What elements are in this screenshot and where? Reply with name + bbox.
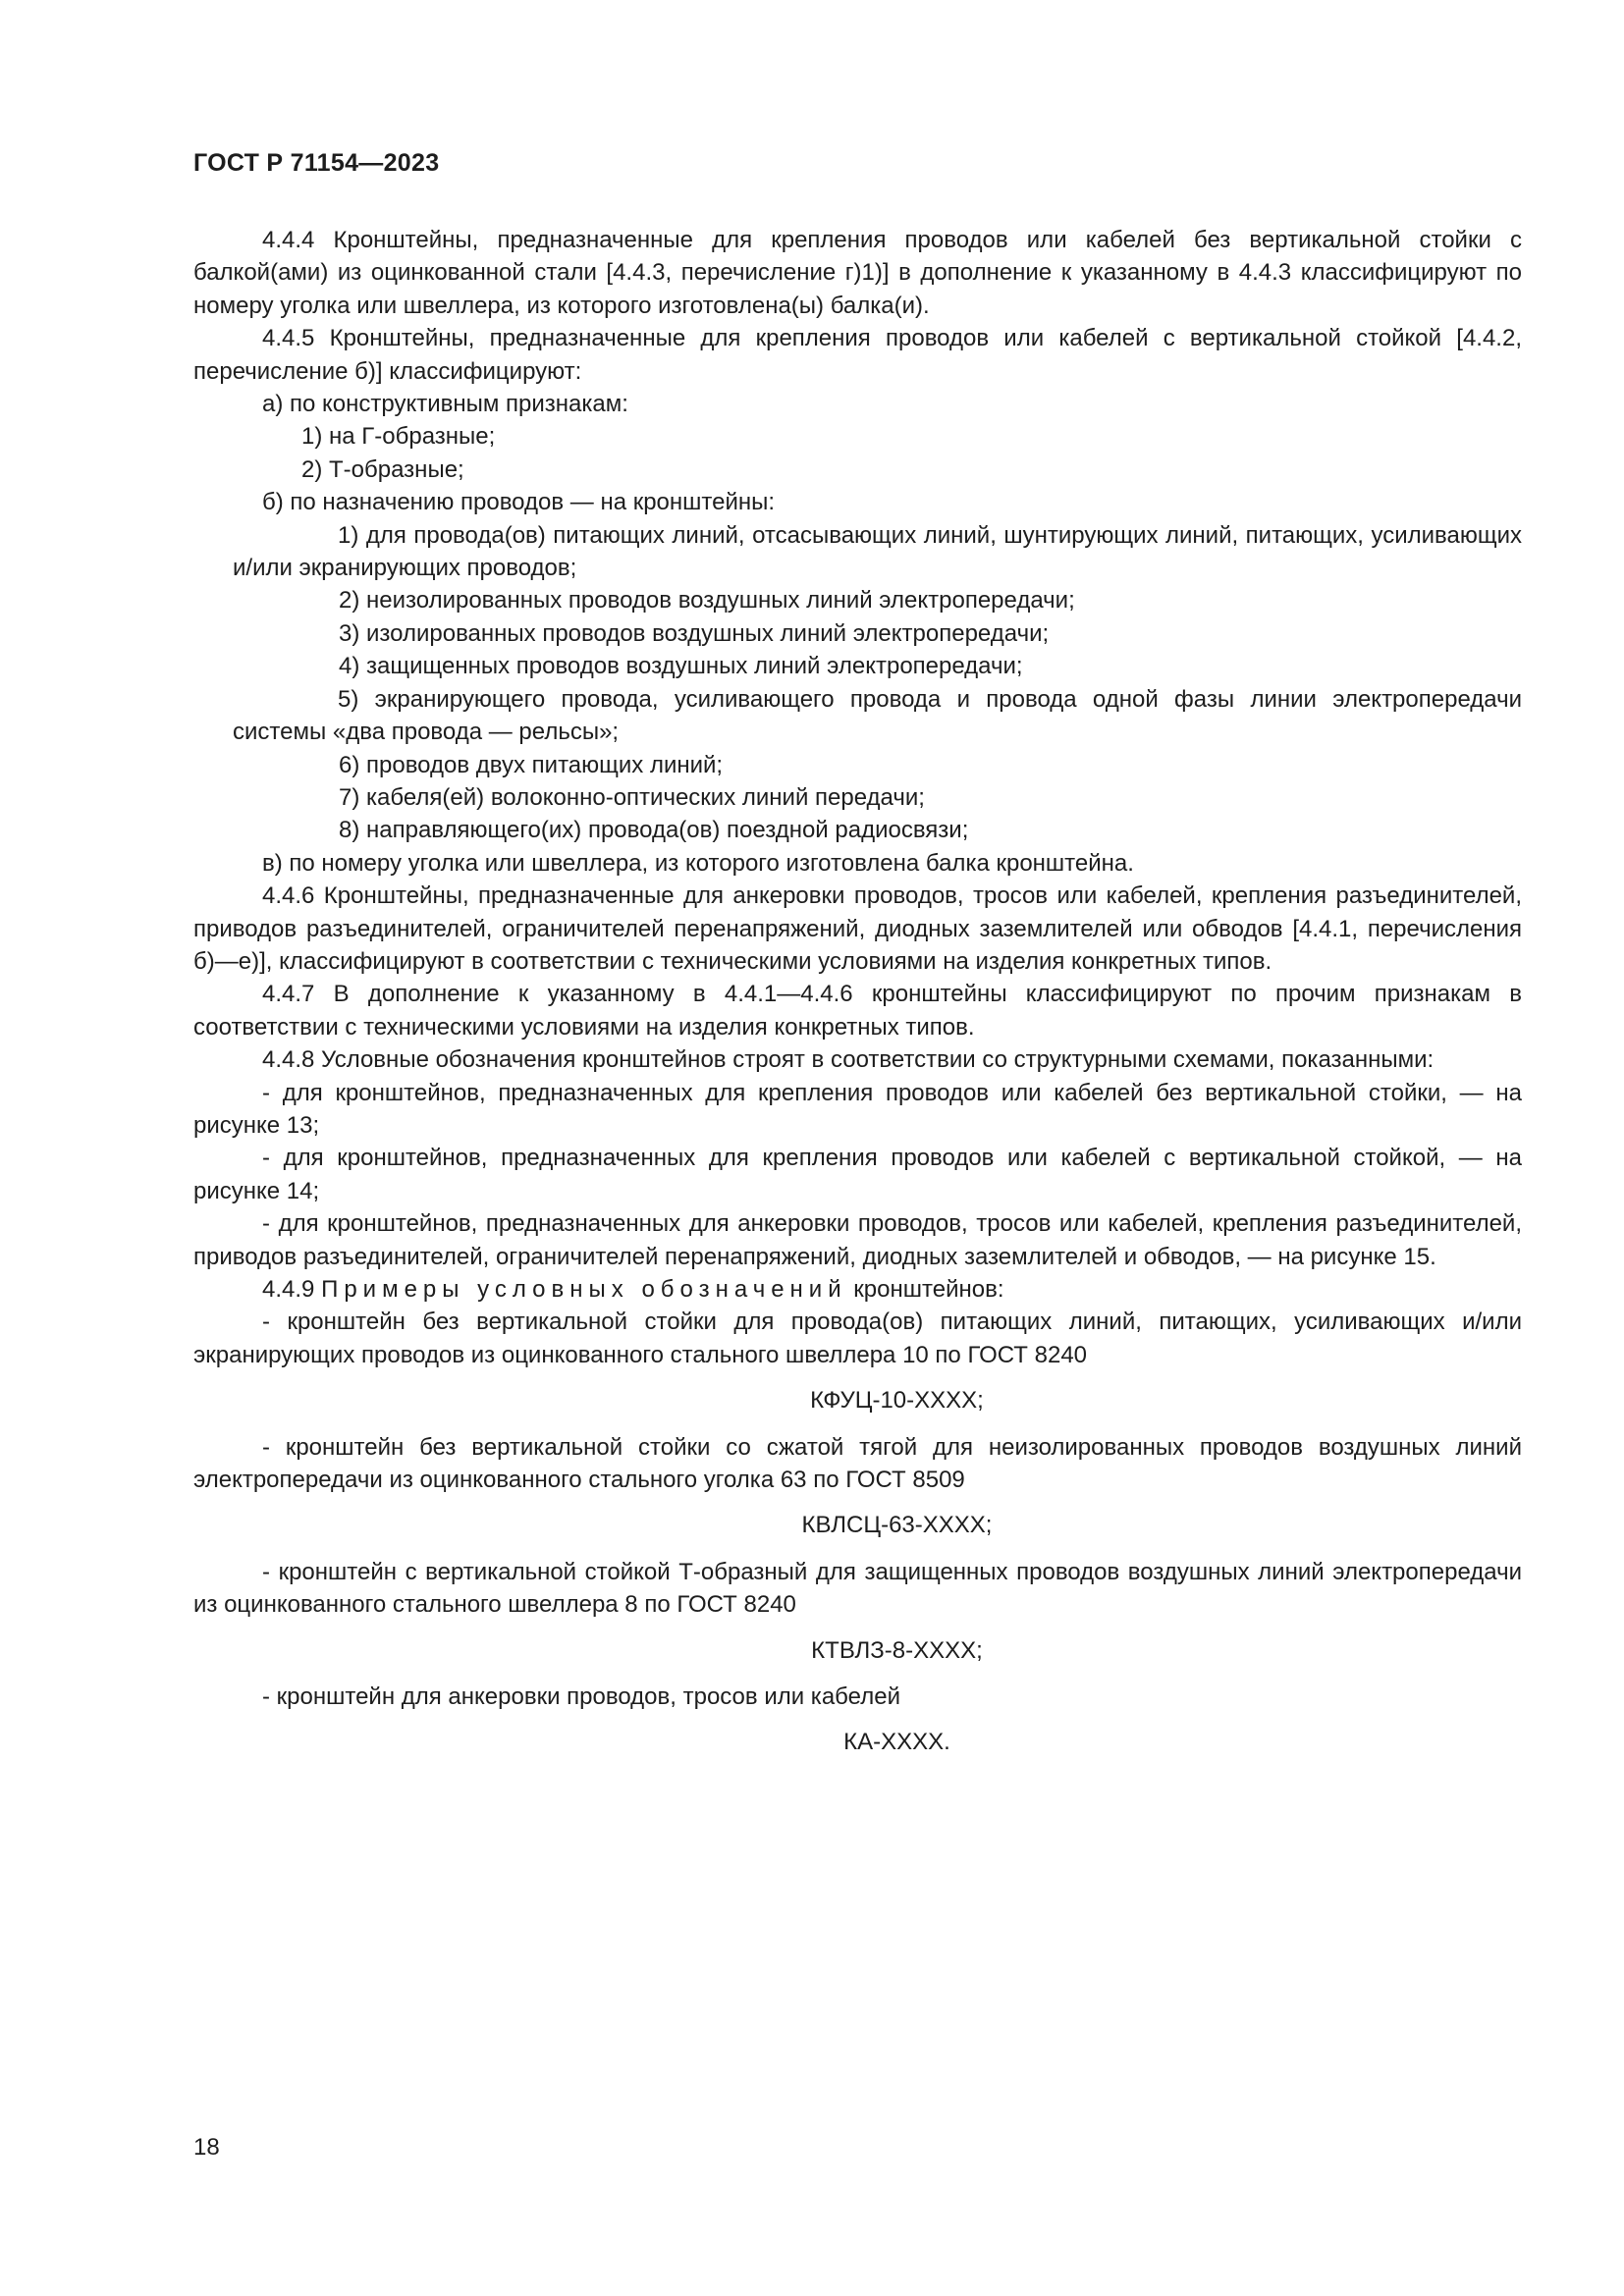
dash-item-figure-15: - для кронштейнов, предназначенных для анкеровки проводов, тросов или кабелей, крепления разъединителей, приводов разъединителей, ограничителей перенапряжений, диодных заземлителей и обводов, — на рисунке 15. xyxy=(193,1210,1522,1270)
list-item-b-7: 7) кабеля(ей) волоконно-оптических линий передачи; xyxy=(339,783,925,811)
example-3-description: - кронштейн с вертикальной стойкой Т-образный для защищенных проводов воздушных линий электропередачи из оцинкованного стального швеллера 8 по ГОСТ 8240 xyxy=(193,1558,1522,1619)
paragraph-4-4-5: 4.4.5 Кронштейны, предназначенные для крепления проводов или кабелей с вертикальной стойкой [4.4.2, перечисление б)] классифицируют: xyxy=(193,325,1522,385)
list-item-a: а) по конструктивным признакам: xyxy=(262,391,628,418)
list-item-a-1: 1) на Г-образные; xyxy=(301,423,496,451)
paragraph-4-4-4: 4.4.4 Кронштейны, предназначенные для крепления проводов или кабелей без вертикальной стойки с балкой(ами) из оцинкованной стали [4.4.3, перечисление г)1)] в дополнение к указанному в 4.4.3 классифицируют по номеру уголка или швеллера, из которого изготовлена(ы) балка(и). xyxy=(193,227,1522,319)
list-item-b-6: 6) проводов двух питающих линий; xyxy=(339,751,724,778)
paragraph-4-4-9-spaced-heading: Примеры условных обозначений xyxy=(321,1276,847,1303)
paragraph-4-4-7: 4.4.7 В дополнение к указанному в 4.4.1—4.4.6 кронштейны классифицируют по прочим признакам в соответствии с техническими условиями на изделия конкретных типов. xyxy=(193,981,1522,1041)
list-item-v: в) по номеру уголка или швеллера, из которого изготовлена балка кронштейна. xyxy=(262,849,1134,877)
example-4-description: - кронштейн для анкеровки проводов, тросов или кабелей xyxy=(262,1683,900,1711)
list-item-b-2: 2) неизолированных проводов воздушных линий электропередачи; xyxy=(339,587,1075,614)
paragraph-4-4-9 xyxy=(193,1273,1522,1306)
list-item-b-5: 5) экранирующего провода, усиливающего провода и провода одной фазы линии электропередачи системы «два провода — рельсы»; xyxy=(233,685,1522,746)
list-item-b-4: 4) защищенных проводов воздушных линий электропередачи; xyxy=(339,653,1023,680)
paragraph-4-4-6: 4.4.6 Кронштейны, предназначенные для анкеровки проводов, тросов или кабелей, крепления разъединителей, приводов разъединителей, ограничителей перенапряжений, диодных заземлителей или обводов [4.4.1, перечисления б)—е)], классифицируют в соответствии с техническими условиями на изделия конкретных типов. xyxy=(193,882,1522,975)
document-header: ГОСТ Р 71154—2023 xyxy=(193,149,440,177)
list-item-b: б) по назначению проводов — на кронштейны: xyxy=(262,489,776,516)
list-item-b-3: 3) изолированных проводов воздушных линий электропередачи; xyxy=(339,619,1050,647)
dash-item-figure-14: - для кронштейнов, предназначенных для крепления проводов или кабелей с вертикальной стойкой, — на рисунке 14; xyxy=(193,1145,1522,1204)
paragraph-4-4-9-rest: кронштейнов: xyxy=(853,1276,1004,1303)
list-item-b-8: 8) направляющего(их) провода(ов) поездной радиосвязи; xyxy=(339,817,969,844)
example-1-description: - кронштейн без вертикальной стойки для провода(ов) питающих линий, питающих, усиливающих и/или экранирующих проводов из оцинкованного стального швеллера 10 по ГОСТ 8240 xyxy=(193,1308,1522,1368)
list-item-b-1: 1) для провода(ов) питающих линий, отсасывающих линий, шунтирующих линий, питающих, усиливающих и/или экранирующих проводов; xyxy=(233,521,1522,582)
example-2-description: - кронштейн без вертикальной стойки со сжатой тягой для неизолированных проводов воздушных линий электропередачи из оцинкованного стального уголка 63 по ГОСТ 8509 xyxy=(193,1433,1522,1494)
dash-item-figure-13: - для кронштейнов, предназначенных для крепления проводов или кабелей без вертикальной стойки, — на рисунке 13; xyxy=(193,1079,1522,1139)
paragraph-4-4-8: 4.4.8 Условные обозначения кронштейнов строят в соответствии со структурными схемами, показанными: xyxy=(262,1046,1435,1074)
list-item-a-2: 2) Т-образные; xyxy=(301,455,464,483)
document-body xyxy=(193,224,1522,1773)
example-2-designation: КВЛСЦ-63-ХХХХ; xyxy=(801,1512,993,1539)
example-4-designation: КА-ХХХХ. xyxy=(843,1729,950,1756)
paragraph-4-4-9-number: 4.4.9 xyxy=(262,1276,315,1303)
example-1-designation: КФУЦ-10-ХХХХ; xyxy=(810,1387,984,1415)
page-number: 18 xyxy=(193,2134,220,2161)
example-3-designation: КТВЛЗ-8-ХХХХ; xyxy=(811,1636,983,1664)
